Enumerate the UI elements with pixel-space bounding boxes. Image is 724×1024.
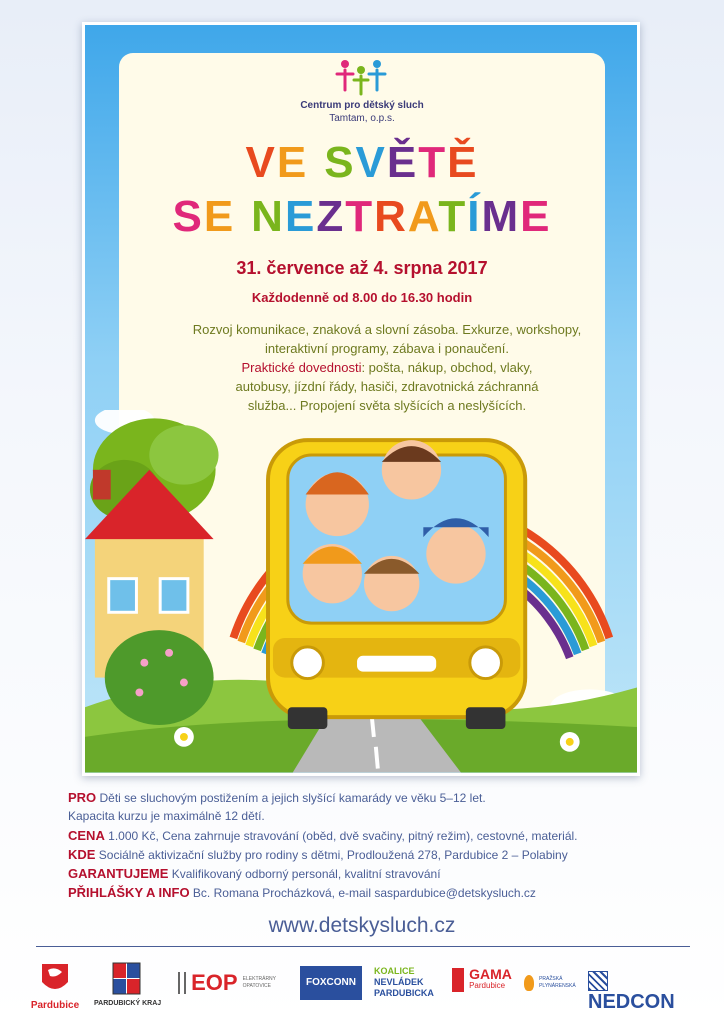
partner-label: KOALICE (374, 966, 415, 976)
info-label: KDE (68, 847, 96, 862)
info-row-apply (68, 883, 688, 902)
nedcon-grid-icon (588, 971, 608, 991)
info-row-guarantee (68, 864, 688, 883)
event-hours: Každodenně od 8.00 do 16.30 hodin (251, 290, 473, 305)
website-link[interactable]: www.detskysluch.cz (268, 914, 456, 937)
partner-foxconn (300, 966, 362, 1000)
organization-name: Centrum pro dětský sluch (300, 100, 424, 111)
description-line (152, 358, 622, 377)
title-letter: Ě (447, 138, 479, 187)
partner-koalice (374, 966, 444, 1006)
info-row-capacity (68, 807, 688, 826)
title-letter: S (172, 192, 204, 241)
partner-label: Pardubice (30, 1000, 80, 1011)
partner-pardubicky-kraj (94, 962, 168, 1012)
partner-label: ELEKTRÁRNY (242, 976, 276, 982)
event-dates: 31. července až 4. srpna 2017 (236, 258, 488, 278)
title-letter: N (251, 192, 285, 241)
eop-bars-icon (178, 972, 186, 994)
title-line-2 (0, 192, 724, 242)
partner-label: GAMA (469, 966, 512, 982)
title-letter: T (345, 192, 375, 241)
partner-label: NEDCON (588, 990, 675, 1013)
bush (105, 630, 214, 725)
school-bus-illustration (85, 410, 637, 773)
title-letter: V (245, 138, 277, 187)
kraj-crest-icon (112, 962, 142, 996)
description-line: služba... Propojení světa slyšících a neslyšících. (247, 398, 527, 413)
partner-eop (178, 970, 278, 1000)
flame-icon (524, 975, 534, 991)
description-line: interaktivní programy, zábava i ponaučení. (264, 341, 509, 356)
partner-label: OPATOVICE (242, 983, 271, 989)
info-row-pro (68, 788, 688, 807)
title-letter: Z (316, 192, 346, 241)
description-line: Rozvoj komunikace, znaková a slovní zásoba. Exkurze, workshopy, (192, 322, 582, 337)
info-text: Děti se sluchovým postižením a jejich slyšící kamarády ve věku 5–12 let. (96, 791, 486, 805)
gama-mark (452, 968, 464, 992)
partner-gama (452, 968, 512, 1002)
plynarenska-text (539, 976, 576, 990)
info-row-where (68, 845, 688, 864)
title-letter: M (481, 192, 521, 241)
title-letter: E (520, 192, 552, 241)
partner-prazska-plynarenska (524, 972, 584, 998)
title-letter: A (407, 192, 439, 241)
title-letter: R (374, 192, 408, 241)
title-letter: E (284, 192, 317, 241)
partner-label: FOXCONN (306, 977, 356, 988)
title-letter: T (438, 192, 468, 241)
eop-subtitle (243, 976, 276, 990)
organization-legal-name: Tamtam, o.p.s. (329, 113, 395, 124)
partner-label: PARDUBICKA (374, 988, 434, 998)
info-text: Kvalifikovaný odborný personál, kvalitní stravování (168, 867, 441, 881)
title-letter: T (418, 138, 448, 187)
partner-label: NEVLÁDEK (374, 977, 424, 987)
info-label: CENA (68, 828, 105, 843)
partner-label: Pardubice (469, 981, 506, 990)
info-row-price (68, 826, 688, 845)
title-letter: V (355, 138, 387, 187)
description-accent: Praktické dovednosti (241, 360, 362, 375)
title-letter: Í (467, 192, 482, 241)
pardubice-crest-icon (30, 962, 80, 996)
info-label: GARANTUJEME (68, 866, 169, 881)
partner-pardubice (30, 962, 80, 1010)
description-text: : pošta, nákup, obchod, vlaky, (361, 360, 533, 375)
event-info (68, 788, 688, 902)
title-letter: E (203, 192, 236, 241)
partner-label: PLYNÁRENSKÁ (539, 982, 576, 989)
info-text: Sociálně aktivizační služby pro rodiny s dětmi, Prodloužená 278, Pardubice 2 – Polabiny (95, 848, 568, 862)
partner-label: EOP (191, 970, 238, 995)
title-letter: E (276, 138, 309, 187)
title-letter: S (324, 138, 356, 187)
description-line: autobusy, jízdní řády, hasiči, zdravotnická záchranná (235, 379, 539, 394)
gama-text (469, 968, 512, 992)
event-description (152, 320, 622, 415)
info-label: PRO (68, 790, 97, 805)
info-label: PŘIHLÁŠKY A INFO (68, 885, 190, 900)
title-line-1 (0, 138, 724, 188)
partner-nedcon (588, 970, 698, 1013)
info-text: 1.000 Kč, Cena zahrnuje stravování (oběd, dvě svačiny, pitný režim), cestovné, materiál. (104, 829, 578, 843)
info-text: Bc. Romana Procházková, e-mail saspardubice@detskysluch.cz (189, 886, 536, 900)
organization-logo (331, 56, 391, 106)
partner-logos (0, 956, 724, 1024)
partner-label: PARDUBICKÝ KRAJ (94, 1000, 162, 1007)
divider (36, 946, 690, 947)
title-letter: Ě (386, 138, 419, 187)
info-text: Kapacita kurzu je maximálně 12 dětí. (68, 809, 265, 823)
partner-label: PRAŽSKÁ (539, 975, 563, 982)
